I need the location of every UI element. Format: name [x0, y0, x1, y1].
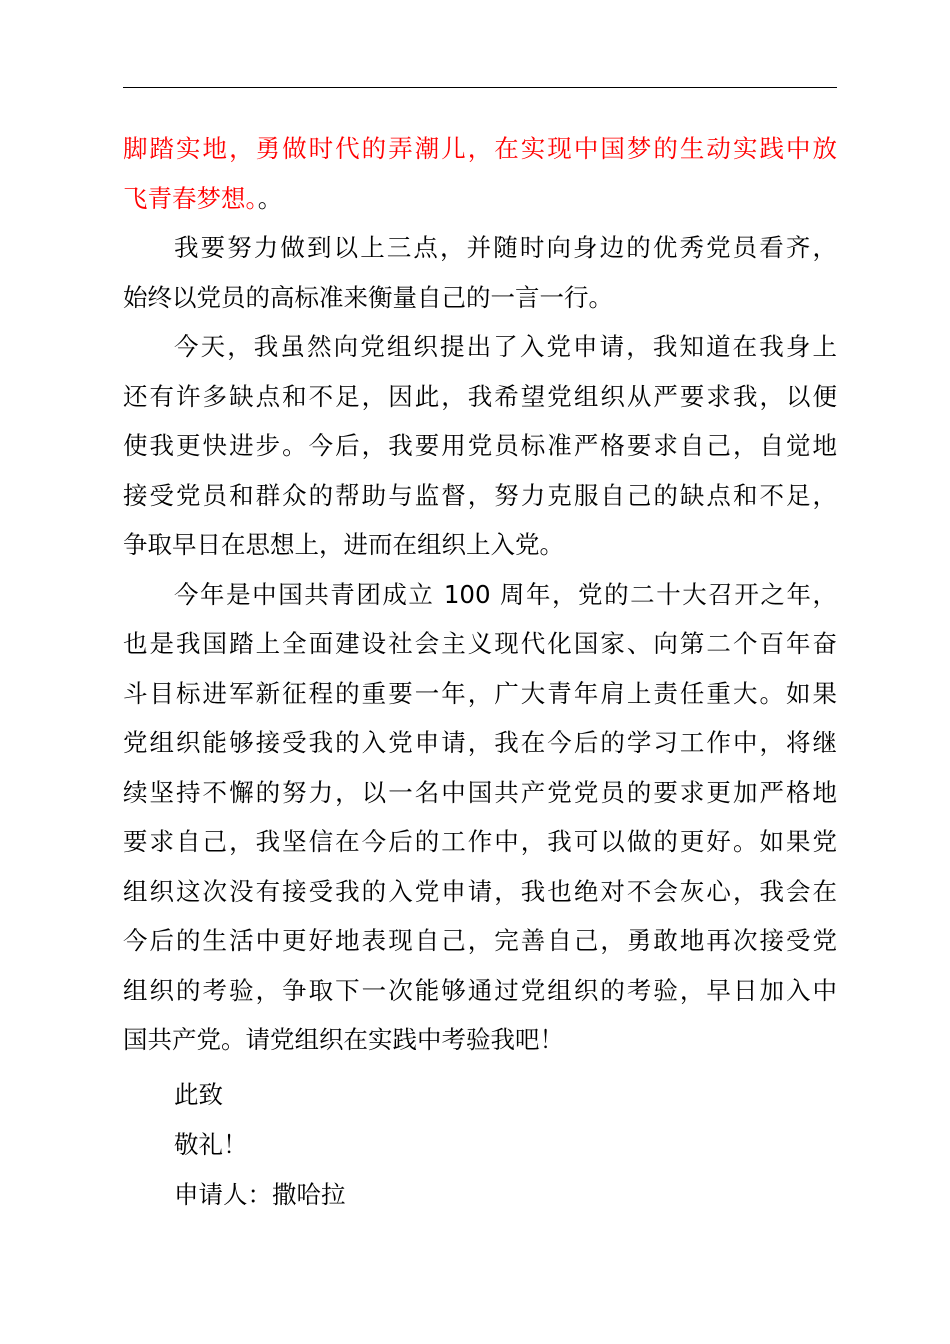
paragraph-line: 还有许多缺点和不足，因此，我希望党组织从严要求我，以便 — [123, 381, 837, 411]
paragraph-line: 国共产党。请党组织在实践中考验我吧！ — [123, 1025, 564, 1054]
document-body — [123, 124, 837, 1065]
paragraph-line: 组织的考验，争取下一次能够通过党组织的考验，早日加入中 — [123, 975, 837, 1005]
paragraph-line: 今年是中国共青团成立 100 周年，党的二十大召开之年， — [174, 579, 837, 609]
paragraph-line: 始终以党员的高标准来衡量自己的一言一行。 — [123, 282, 613, 312]
paragraph-line: 使我更快进步。今后，我要用党员标准严格要求自己，自觉地 — [123, 431, 837, 460]
trailing-punctuation: 。 — [257, 183, 283, 213]
paragraph-line: 脚踏实地，勇做时代的弄潮儿，在实现中国梦的生动实践中放 — [123, 134, 837, 163]
closing-respect: 敬礼！ — [174, 1130, 248, 1159]
paragraph-line: 续坚持不懈的努力，以一名中国共产党党员的要求更加严格地 — [123, 777, 837, 807]
paragraph-line: 接受党员和群众的帮助与监督，努力克服自己的缺点和不足， — [123, 480, 837, 510]
paragraph-line: 组织这次没有接受我的入党申请，我也绝对不会灰心，我会在 — [123, 876, 837, 906]
paragraph-line: 我要努力做到以上三点，并随时向身边的优秀党员看齐， — [174, 233, 837, 262]
paragraph-line: 今后的生活中更好地表现自己，完善自己，勇敢地再次接受党 — [123, 926, 837, 955]
paragraph-line — [123, 174, 837, 224]
paragraph-line: 要求自己，我坚信在今后的工作中，我可以做的更好。如果党 — [123, 827, 837, 856]
highlighted-text: 飞青春梦想。 — [123, 183, 258, 213]
header-rule — [123, 87, 837, 88]
applicant-signature-line: 申请人：撒哈拉 — [174, 1180, 346, 1209]
paragraph-line: 争取早日在思想上，进而在组织上入党。 — [123, 530, 564, 559]
paragraph-line: 也是我国踏上全面建设社会主义现代化国家、向第二个百年奋 — [123, 629, 837, 658]
paragraph-line: 今天，我虽然向党组织提出了入党申请，我知道在我身上 — [174, 332, 837, 361]
paragraph-line: 党组织能够接受我的入党申请，我在今后的学习工作中，将继 — [123, 728, 837, 757]
closing-salutation: 此致 — [174, 1080, 223, 1109]
paragraph-line: 斗目标进军新征程的重要一年，广大青年肩上责任重大。如果 — [123, 678, 837, 708]
